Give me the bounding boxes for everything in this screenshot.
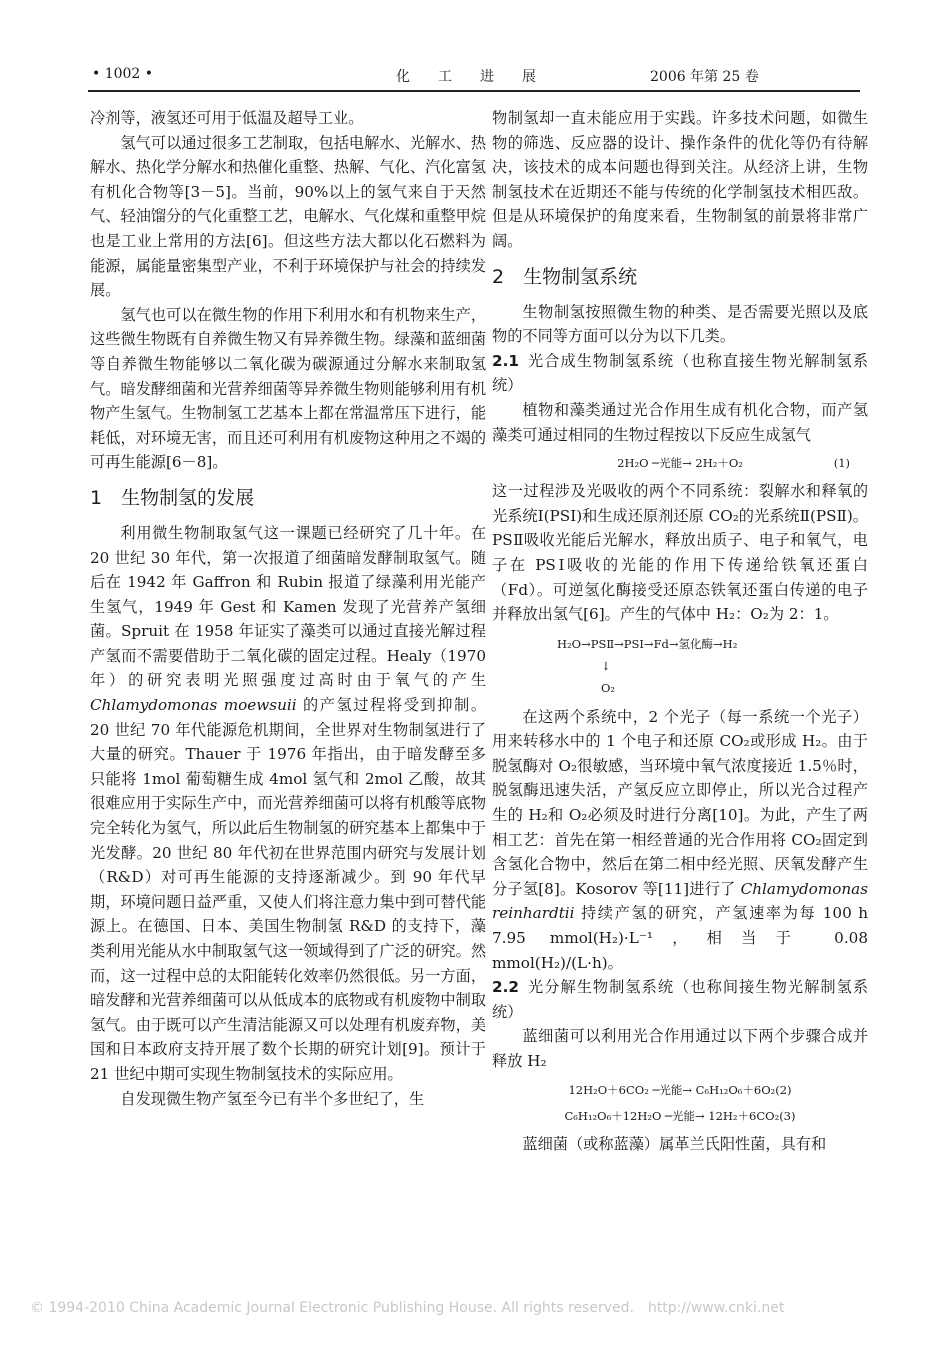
equation-2: 12H₂O＋6CO₂ ─光能→ C₆H₁₂O₆＋6O₂(2) <box>568 1082 792 1097</box>
paragraph: 自发现微生物产氢至今已有半个多世纪了，生 <box>120 1089 425 1108</box>
paragraph: 蓝细菌（或称蓝藻）属革兰氏阳性菌，具有和 <box>522 1134 827 1153</box>
paragraph: 利用微生物制取氢气这一课题已经研究了几十年。在 20 世纪 30 年代，第一次报道了细菌暗发酵制取氢气。随后在 1942 年 Gaffron 和 Rubin 报道了绿藻利用光能产生氢气，1949 年 Gest 和 Kamen 发现了光营养产氢细菌。Spruit 在 1958 年证实了藻类可以通过直接光解过程产氢而不需要借助于二氧化碳的固定过程。Healy（1970 年）的研究表明光照强度过高时由于氧气的产生 Chlamydomonas moewsuii 的产氢过程将受到抑制。20 世纪 70 年代能源危机期间，全世界对生物制氢进行了大量的研究。Thauer 于 1976 年指出，由于暗发酵至多只能将 1mol 葡萄糖生成 4mol 氢气和 2mol 乙酸，故其很难应用于实际生产中，而光营养细菌可以将有机酸等底物完全转化为氢气，所以此后生物制氢的研究基本上都集中于光发酵。20 世纪 80 年代初在世界范围内研究与发展计划（R&D）对可再生能源的支持逐渐减少。到 90 年代早期，环境问题日益严重，又使人们将注意力集中到可替代能源上。在德国、日本、美国生物制氢 R&D 的支持下，藻类利用光能从水中制取氢气这一领域得到了广泛的研究。然而，这一过程中总的太阳能转化效率仍然很低。另一方面，暗发酵和光营养细菌可以从低成本的底物或有机废物中制取氢气。由于既可以产生清洁能源又可以处理有机废弃物，美国和日本政府支持开展了数个长期的研究计划[9]。预计于 21 世纪中期可实现生物制氢技术的实际应用。 <box>90 523 487 1083</box>
journal-issue: 2006 年第 25 卷 <box>650 69 759 85</box>
page-header <box>88 62 860 92</box>
section-heading-2: 2 生物制氢系统 <box>492 265 638 288</box>
electron-transfer-scheme: H₂O→PSⅡ→PSⅠ→Fd→氢化酶→H₂ ↓ O₂ <box>557 636 738 695</box>
subsection-heading-2-2: 2.2 光分解生物制氢系统（也称间接生物光解制氢系统） <box>492 978 868 1021</box>
copyright-watermark: © 1994-2010 China Academic Journal Electronic Publishing House. All rights reserved. http://www.cnki.net <box>30 1300 785 1316</box>
paragraph: 这一过程涉及光吸收的两个不同系统：裂解水和释氧的光系统Ⅰ(PSⅠ)和生成还原剂还原 CO₂的光系统Ⅱ(PSⅡ)。PSⅡ吸收光能后光解水，释放出质子、电子和氧气，电子在 PSⅠ吸收的光能的作用下传递给铁氧还蛋白（Fd）。可逆氢化酶接受还原态铁氧还蛋白传递的电子并释放出氢气[6]。产生的气体中 H₂：O₂为 2：1。 <box>492 482 868 624</box>
paragraph: 植物和藻类通过光合作用生成有机化合物，而产氢藻类可通过相同的生物过程按以下反应生成氢气 <box>492 400 868 444</box>
right-column <box>492 106 868 1156</box>
page-number: • 1002 • <box>92 66 154 82</box>
paragraph: 物制氢却一直未能应用于实践。许多技术问题，如微生物的筛选、反应器的设计、操作条件的优化等仍有待解决，该技术的成本问题也得到关注。从经济上讲，生物制氢技术在近期还不能与传统的化学制氢技术相匹敌。但是从环境保护的角度来看，生物制氢的前景将非常广阔。 <box>492 109 868 250</box>
paragraph: 在这两个系统中，2 个光子（每一系统一个光子）用来转移水中的 1 个电子和还原 CO₂或形成 H₂。由于脱氢酶对 O₂很敏感，当环境中氧气浓度接近 1.5％时，脱氢酶迅速失活，产氢反应立即停止，所以光合过程产生的 H₂和 O₂必须及时进行分离[10]。为此，产生了两相工艺：首先在第一相经普通的光合作用将 CO₂固定到含氢化合物中，然后在第二相中经光照、厌氧发酵产生分子氢[8]。Kosorov 等[11]进行了 Chlamydomonas reinhardtii 持续产氢的研究，产氢速率为每 100 h 7.95 mmol(H₂)·L⁻¹，相当于 0.08 mmol(H₂)/(L·h)。 <box>492 707 868 972</box>
paragraph: 冷剂等，液氢还可用于低温及超导工业。 <box>90 109 364 127</box>
subsection-heading-2-1: 2.1 光合成生物制氢系统（也称直接生物光解制氢系统） <box>492 351 868 395</box>
left-column <box>90 106 486 1111</box>
equation-3: C₆H₁₂O₆＋12H₂O ─光能→ 12H₂＋6CO₂(3) <box>564 1108 796 1123</box>
species-name: Chlamydomonas reinhardtii <box>492 879 868 923</box>
equation-1: 2H₂O ─光能→ 2H₂＋O₂ (1) <box>492 453 868 473</box>
paragraph: 氢气可以通过很多工艺制取，包括电解水、光解水、热解水、热化学分解水和热催化重整、热解、气化、汽化富氢有机化合物等[3－5]。当前，90%以上的氢气来自于天然气、轻油馏分的气化重整工艺，电解水、气化煤和重整甲烷也是工业上常用的方法[6]。但这些方法大都以化石燃料为能源，属能量密集型产业，不利于环境保护与社会的持续发展。 <box>90 133 486 300</box>
paragraph: 生物制氢按照微生物的种类、是否需要光照以及底物的不同等方面可以分为以下几类。 <box>492 302 868 346</box>
paragraph: 氢气也可以在微生物的作用下利用水和有机物来生产，这些微生物既有自养微生物又有异养微生物。绿藻和蓝细菌等自养微生物能够以二氧化碳为碳源通过分解水来制取氢气。暗发酵细菌和光营养细菌等异养微生物则能够利用有机物产生氢气。生物制氢工艺基本上都在常温常压下进行，能耗低，对环境无害，而且还可利用有机废物这种用之不竭的可再生能源[6－8]。 <box>90 305 486 472</box>
species-name: Chlamydomonas moewsuii <box>90 696 297 715</box>
journal-title: 化 工 进 展 <box>396 69 536 85</box>
equation-number: (1) <box>833 456 850 471</box>
paragraph: 蓝细菌可以利用光合作用通过以下两个步骤合成并释放 H₂ <box>492 1027 868 1070</box>
section-heading-1: 1 生物制氢的发展 <box>90 486 255 509</box>
